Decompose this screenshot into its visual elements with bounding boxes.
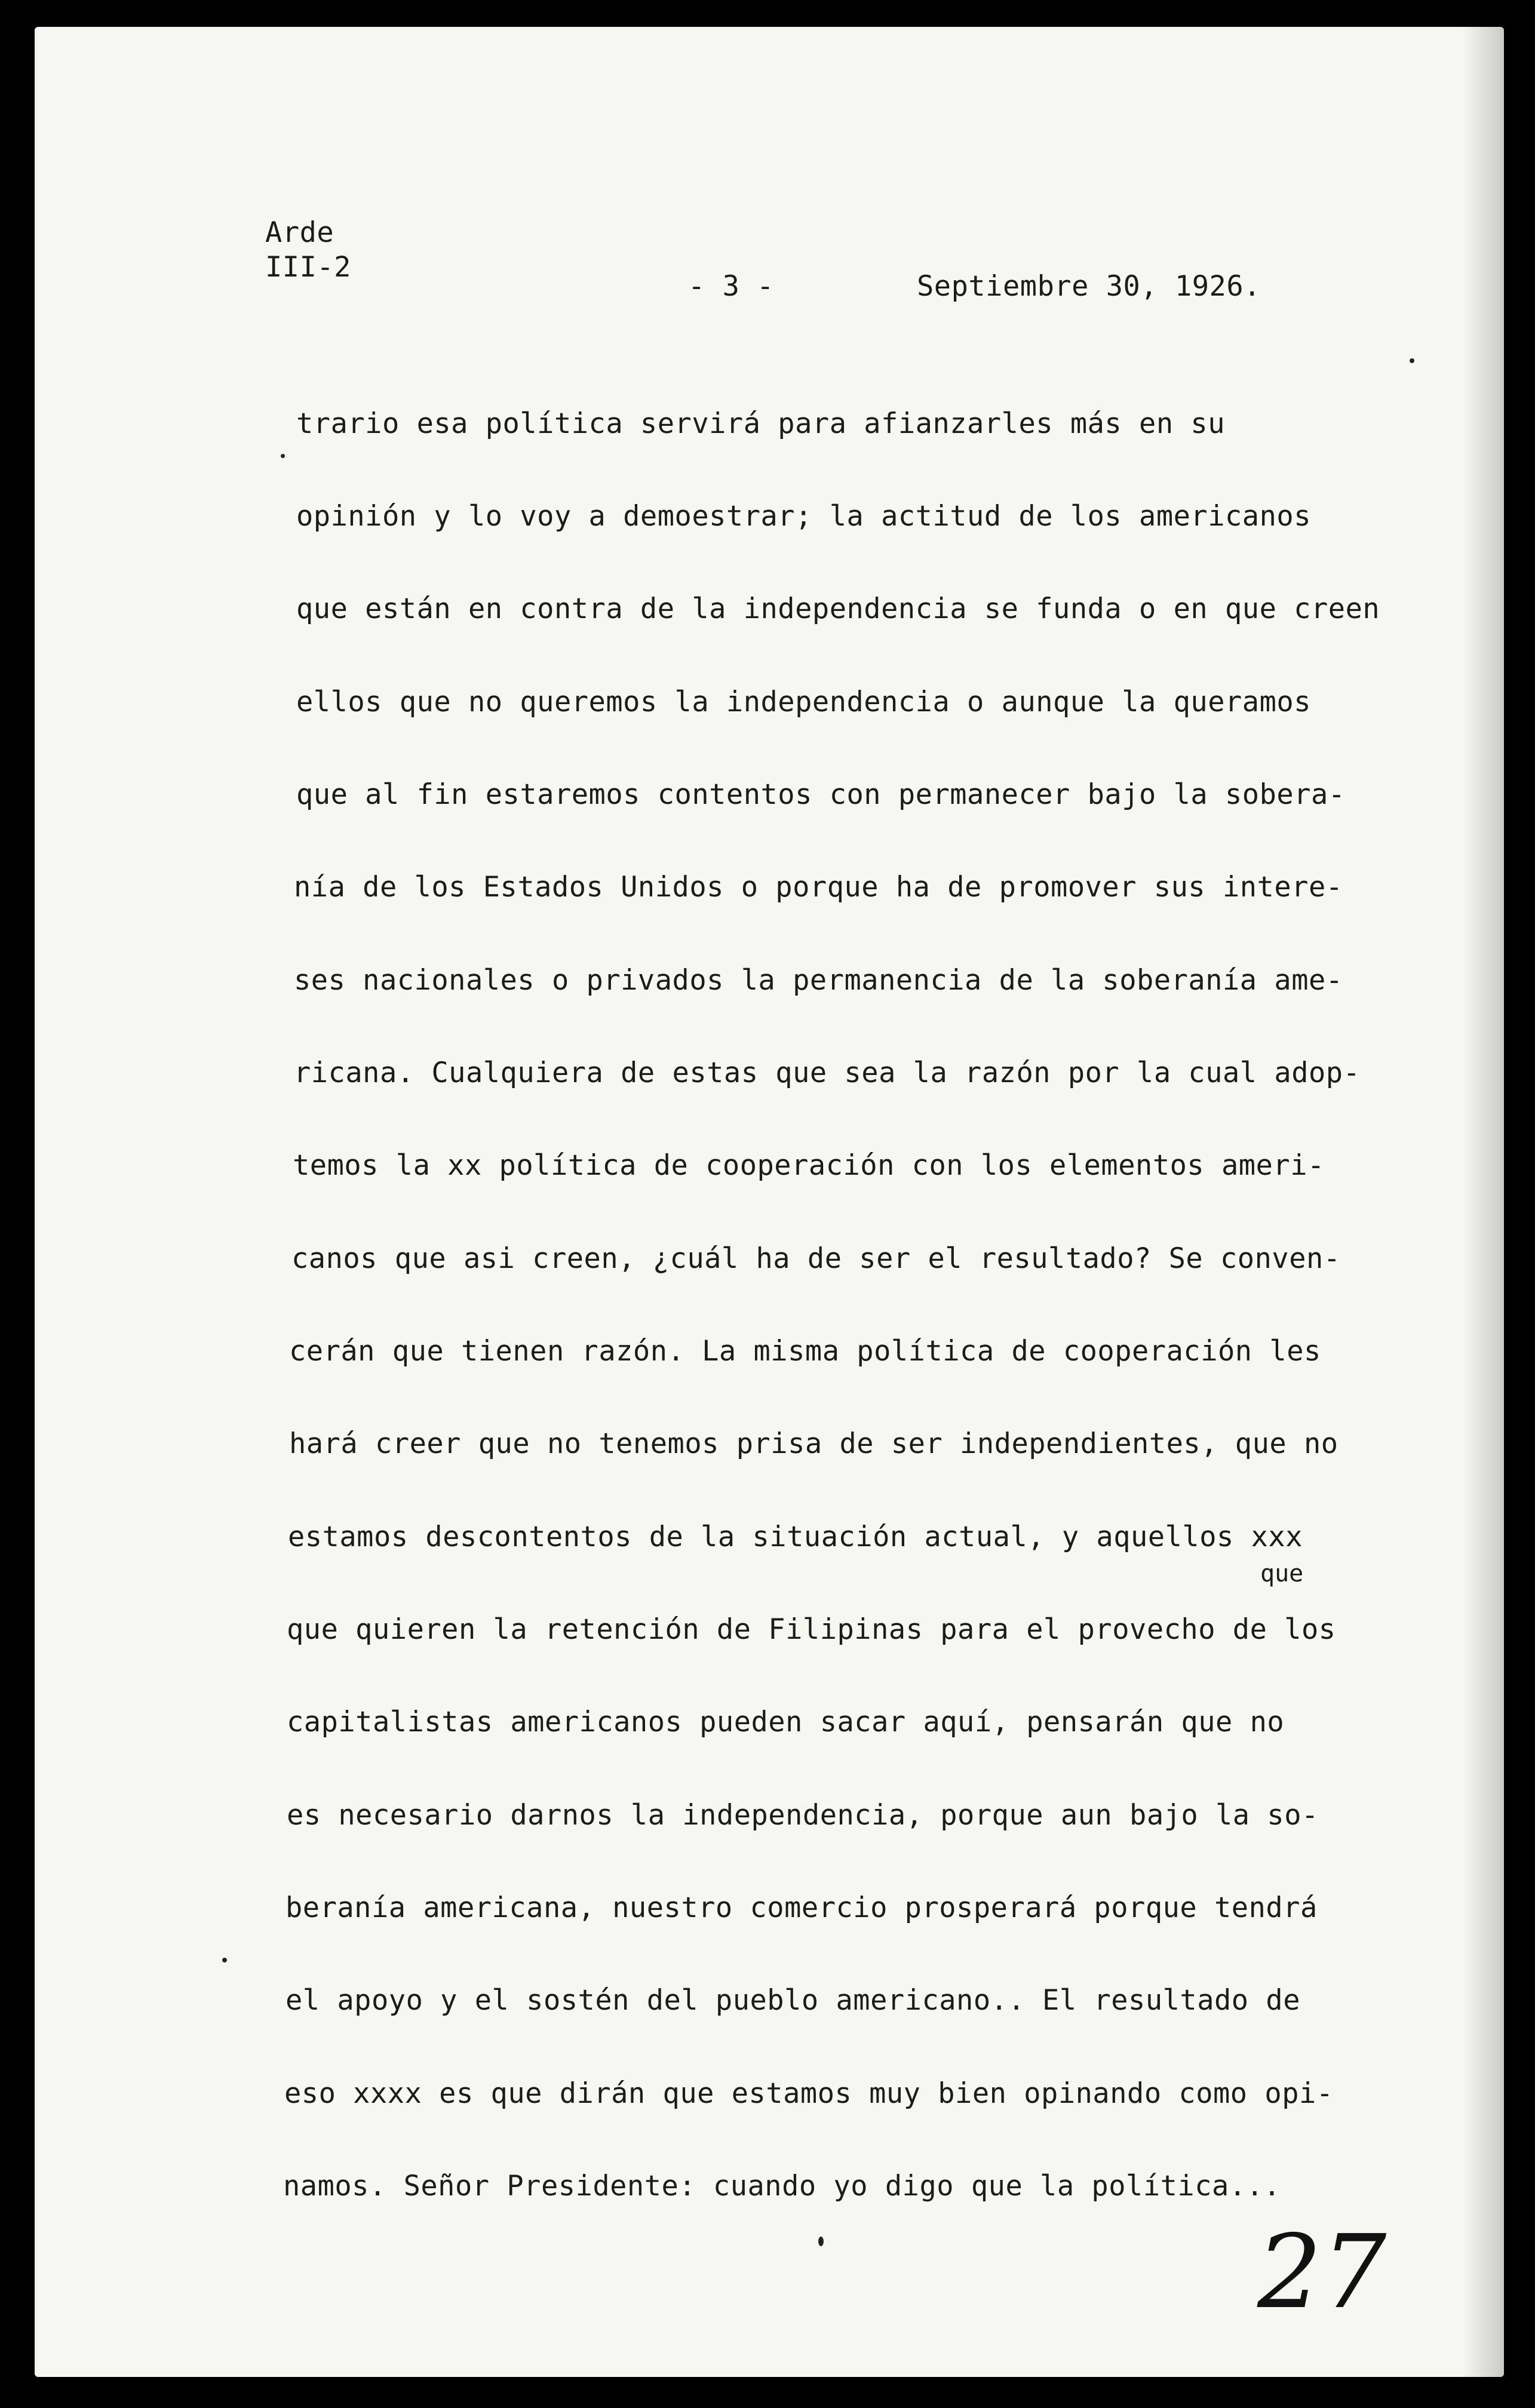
text-line: el apoyo y el sostén del pueblo americano.. El resultado de: [285, 1984, 1300, 2017]
text-line: ellos que no queremos la independencia o aunque la queramos: [296, 686, 1311, 718]
header-page-number: - 3 -: [688, 270, 774, 303]
text-line: cerán que tienen razón. La misma política de cooperación les: [289, 1335, 1321, 1368]
text-line: que quieren la retención de Filipinas para el provecho de los: [287, 1613, 1336, 1646]
text-line: que están en contra de la independencia se funda o en que creen: [296, 592, 1380, 625]
text-line: temos la xx política de cooperación con los elementos ameri-: [293, 1149, 1325, 1182]
text-line: hará creer que no tenemos prisa de ser independientes, que no: [289, 1427, 1338, 1460]
handwritten-folio-number: 27: [1257, 2213, 1387, 2332]
text-line: es necesario darnos la independencia, porque aun bajo la so-: [287, 1799, 1319, 1832]
header-date: Septiembre 30, 1926.: [917, 270, 1261, 303]
text-line: namos. Señor Presidente: cuando yo digo que la política...: [283, 2170, 1281, 2203]
header-author: Arde: [265, 216, 334, 249]
page-edge-shadow: [1462, 27, 1504, 2377]
text-line: canos que asi creen, ¿cuál ha de ser el resultado? Se conven-: [291, 1242, 1341, 1275]
paper-speck: [818, 2237, 824, 2246]
text-line: ricana. Cualquiera de estas que sea la razón por la cual adop-: [294, 1056, 1361, 1089]
text-line: eso xxxx es que dirán que estamos muy bien opinando como opi-: [284, 2077, 1334, 2110]
text-line: beranía americana, nuestro comercio prosperará porque tendrá: [285, 1891, 1318, 1924]
text-line: que al fin estaremos contentos con permanecer bajo la sobera-: [296, 778, 1346, 811]
header-reference: III-2: [265, 251, 351, 284]
text-line: ses nacionales o privados la permanencia de la soberanía ame-: [294, 964, 1343, 997]
text-line: estamos descontentos de la situación actual, y aquellos xxx: [288, 1521, 1303, 1553]
paper-speck: [281, 454, 285, 458]
text-line: trario esa política servirá para afianzarles más en su: [296, 407, 1226, 440]
text-line: capitalistas americanos pueden sacar aquí, pensarán que no: [287, 1706, 1285, 1739]
typed-insertion: que: [1260, 1560, 1304, 1587]
text-line: nía de los Estados Unidos o porque ha de promover sus intere-: [294, 871, 1343, 904]
document-page: [35, 27, 1504, 2377]
paper-speck: [222, 1958, 227, 1962]
text-line: opinión y lo voy a demoestrar; la actitud de los americanos: [296, 500, 1311, 533]
paper-speck: [1410, 358, 1414, 363]
